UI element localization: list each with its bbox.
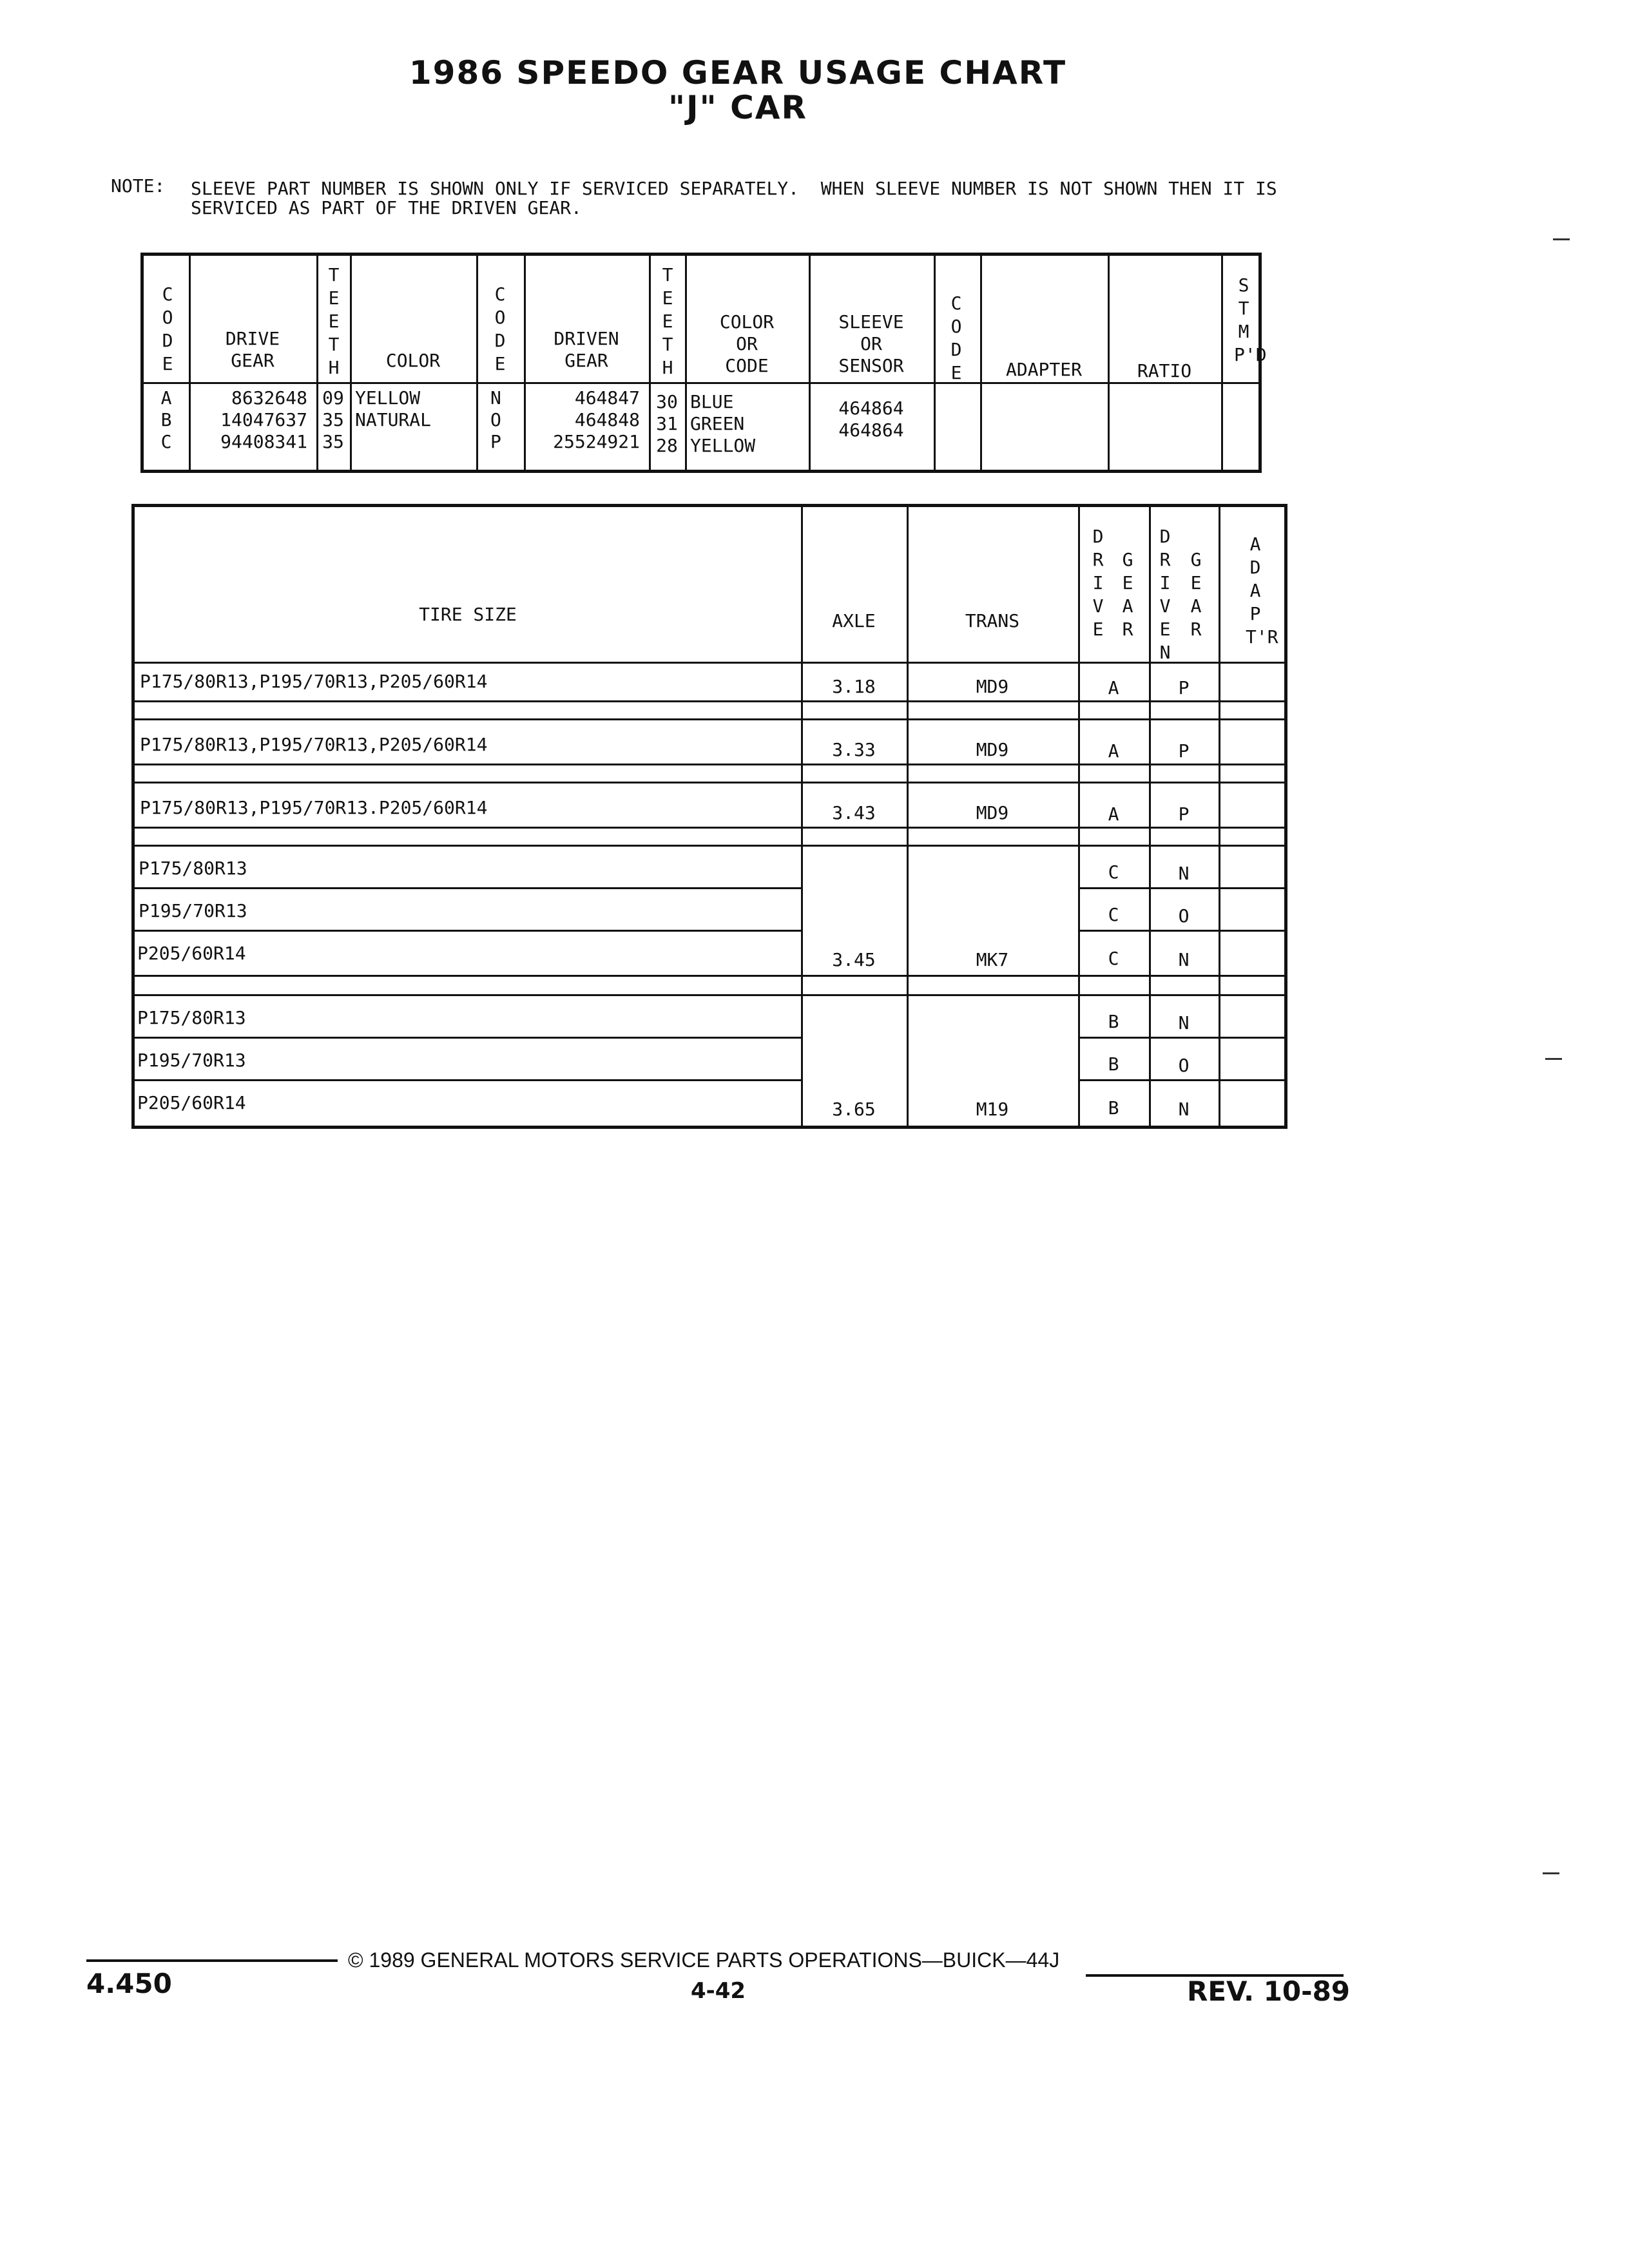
- gear-row-driven-teeth: 31: [656, 413, 678, 434]
- header-drive-gear: DRIVE GEAR: [225, 328, 280, 371]
- gear-row-driven-code: N: [490, 387, 501, 408]
- footer-rule-left: [86, 1959, 338, 1962]
- margin-tick: [1553, 238, 1570, 240]
- header-drive-gear-a: DRIVE: [1092, 526, 1104, 640]
- header-ratio: RATIO: [1137, 360, 1192, 381]
- usage-row-drive: C: [1108, 861, 1119, 883]
- usage-row-drive: C: [1108, 948, 1119, 969]
- header-sleeve-or-sensor: SLEEVE OR SENSOR: [838, 311, 904, 376]
- header-driven-code: CODE: [494, 284, 506, 374]
- gear-row-sleeve: 464864: [838, 398, 904, 419]
- usage-row-axle: 3.18: [832, 676, 876, 697]
- gear-row-color: YELLOW: [355, 387, 421, 408]
- usage-row-driven: P: [1178, 803, 1190, 825]
- header-code-3: CODE: [950, 293, 962, 383]
- footer-page-number: 4.450: [86, 1968, 172, 1999]
- usage-row-tire: P175/80R13,P195/70R13,P205/60R14: [140, 671, 488, 692]
- margin-tick: [1545, 1058, 1562, 1060]
- usage-row-driven: O: [1178, 905, 1190, 927]
- gear-row-driven-code: P: [490, 431, 501, 452]
- header-tire-size: TIRE SIZE: [419, 604, 517, 625]
- usage-row-tire: P195/70R13: [139, 900, 247, 921]
- usage-row-driven: N: [1178, 949, 1190, 970]
- gear-row-driven-gear: 25524921: [553, 431, 640, 452]
- usage-row-driven: O: [1178, 1055, 1190, 1076]
- usage-table: [131, 504, 1287, 1129]
- margin-tick: [1543, 1872, 1559, 1874]
- chart-title: 1986 SPEEDO GEAR USAGE CHART: [409, 54, 1067, 91]
- gear-row-driven-teeth: 30: [656, 391, 678, 412]
- header-driven-gear-a: DRIVEN: [1159, 526, 1171, 663]
- header-stmpd: STMP'D: [1234, 274, 1267, 365]
- usage-row-axle: 3.45: [832, 949, 876, 970]
- gear-row-driven-gear: 464847: [574, 387, 640, 408]
- usage-row-trans: MK7: [976, 949, 1009, 970]
- usage-row-driven: N: [1178, 1099, 1190, 1120]
- usage-row-trans: MD9: [976, 676, 1009, 697]
- header-axle: AXLE: [832, 610, 876, 631]
- footer-revision: REV. 10-89: [1187, 1975, 1351, 2007]
- usage-row-driven: P: [1178, 740, 1190, 762]
- note-label: NOTE:: [111, 175, 166, 197]
- usage-row-tire: P175/80R13: [137, 1007, 246, 1028]
- gear-row-driven-color: YELLOW: [690, 435, 756, 456]
- usage-row-drive: A: [1108, 740, 1119, 762]
- gear-row-code: A: [160, 387, 172, 408]
- usage-row-tire: P195/70R13: [137, 1050, 246, 1071]
- footer-copyright: © 1989 GENERAL MOTORS SERVICE PARTS OPERATIONS—BUICK—44J: [348, 1948, 1060, 1972]
- usage-row-trans: MD9: [976, 739, 1009, 760]
- usage-row-tire: P205/60R14: [137, 1092, 246, 1113]
- header-adapter: ADAPTER: [1005, 359, 1082, 380]
- gear-row-driven-color: GREEN: [690, 413, 745, 434]
- usage-row-drive: B: [1108, 1097, 1119, 1119]
- gear-row-driven-teeth: 28: [656, 435, 678, 456]
- gear-row-color: NATURAL: [355, 409, 432, 430]
- usage-row-driven: N: [1178, 1012, 1190, 1033]
- header-driven-gear: DRIVEN GEAR: [554, 328, 619, 371]
- usage-row-tire: P175/80R13,P195/70R13.P205/60R14: [140, 797, 488, 818]
- footer-section-number: 4-42: [691, 1978, 746, 2004]
- gear-row-drive-gear: 14047637: [220, 409, 307, 430]
- header-code: CODE: [162, 284, 173, 374]
- note-line-1: SLEEVE PART NUMBER IS SHOWN ONLY IF SERVICED SEPARATELY. WHEN SLEEVE NUMBER IS NOT SHOWN THEN IT IS: [191, 178, 1277, 199]
- gear-row-code: C: [160, 431, 172, 452]
- gear-row-driven-gear: 464848: [574, 409, 640, 430]
- usage-row-drive: A: [1108, 677, 1119, 698]
- usage-row-trans: M19: [976, 1099, 1009, 1120]
- usage-row-tire: P175/80R13: [139, 858, 247, 879]
- gear-row-code: B: [160, 409, 172, 430]
- usage-row-trans: MD9: [976, 802, 1009, 823]
- gear-row-drive-gear: 8632648: [231, 387, 307, 408]
- gear-table: [140, 253, 1267, 473]
- usage-row-driven: N: [1178, 863, 1190, 884]
- header-color-or-code: COLOR OR CODE: [719, 311, 775, 376]
- gear-row-sleeve: 464864: [838, 419, 904, 441]
- usage-row-drive: B: [1108, 1053, 1119, 1075]
- usage-row-drive: A: [1108, 803, 1119, 825]
- header-trans: TRANS: [965, 610, 1020, 631]
- gear-row-teeth: 35: [322, 431, 344, 452]
- gear-row-driven-color: BLUE: [690, 391, 734, 412]
- header-driven-gear-b: GEAR: [1190, 549, 1202, 640]
- chart-subtitle: "J" CAR: [668, 89, 807, 126]
- header-adaptr: ADAPT'R: [1246, 533, 1278, 648]
- usage-row-drive: C: [1108, 904, 1119, 925]
- header-drive-gear-b: GEAR: [1122, 549, 1133, 640]
- gear-row-teeth: 09: [322, 387, 344, 408]
- header-teeth: TEETH: [328, 264, 340, 378]
- usage-row-axle: 3.33: [832, 739, 876, 760]
- header-driven-teeth: TEETH: [662, 264, 673, 378]
- usage-row-tire: P175/80R13,P195/70R13,P205/60R14: [140, 734, 488, 755]
- usage-row-driven: P: [1178, 677, 1190, 698]
- gear-row-teeth: 35: [322, 409, 344, 430]
- gear-row-drive-gear: 94408341: [220, 431, 307, 452]
- usage-row-axle: 3.65: [832, 1099, 876, 1120]
- gear-row-driven-code: O: [490, 409, 501, 430]
- note-line-2: SERVICED AS PART OF THE DRIVEN GEAR.: [191, 197, 582, 218]
- usage-row-drive: B: [1108, 1011, 1119, 1032]
- usage-row-tire: P205/60R14: [137, 943, 246, 964]
- header-color: COLOR: [385, 350, 441, 371]
- usage-row-axle: 3.43: [832, 802, 876, 823]
